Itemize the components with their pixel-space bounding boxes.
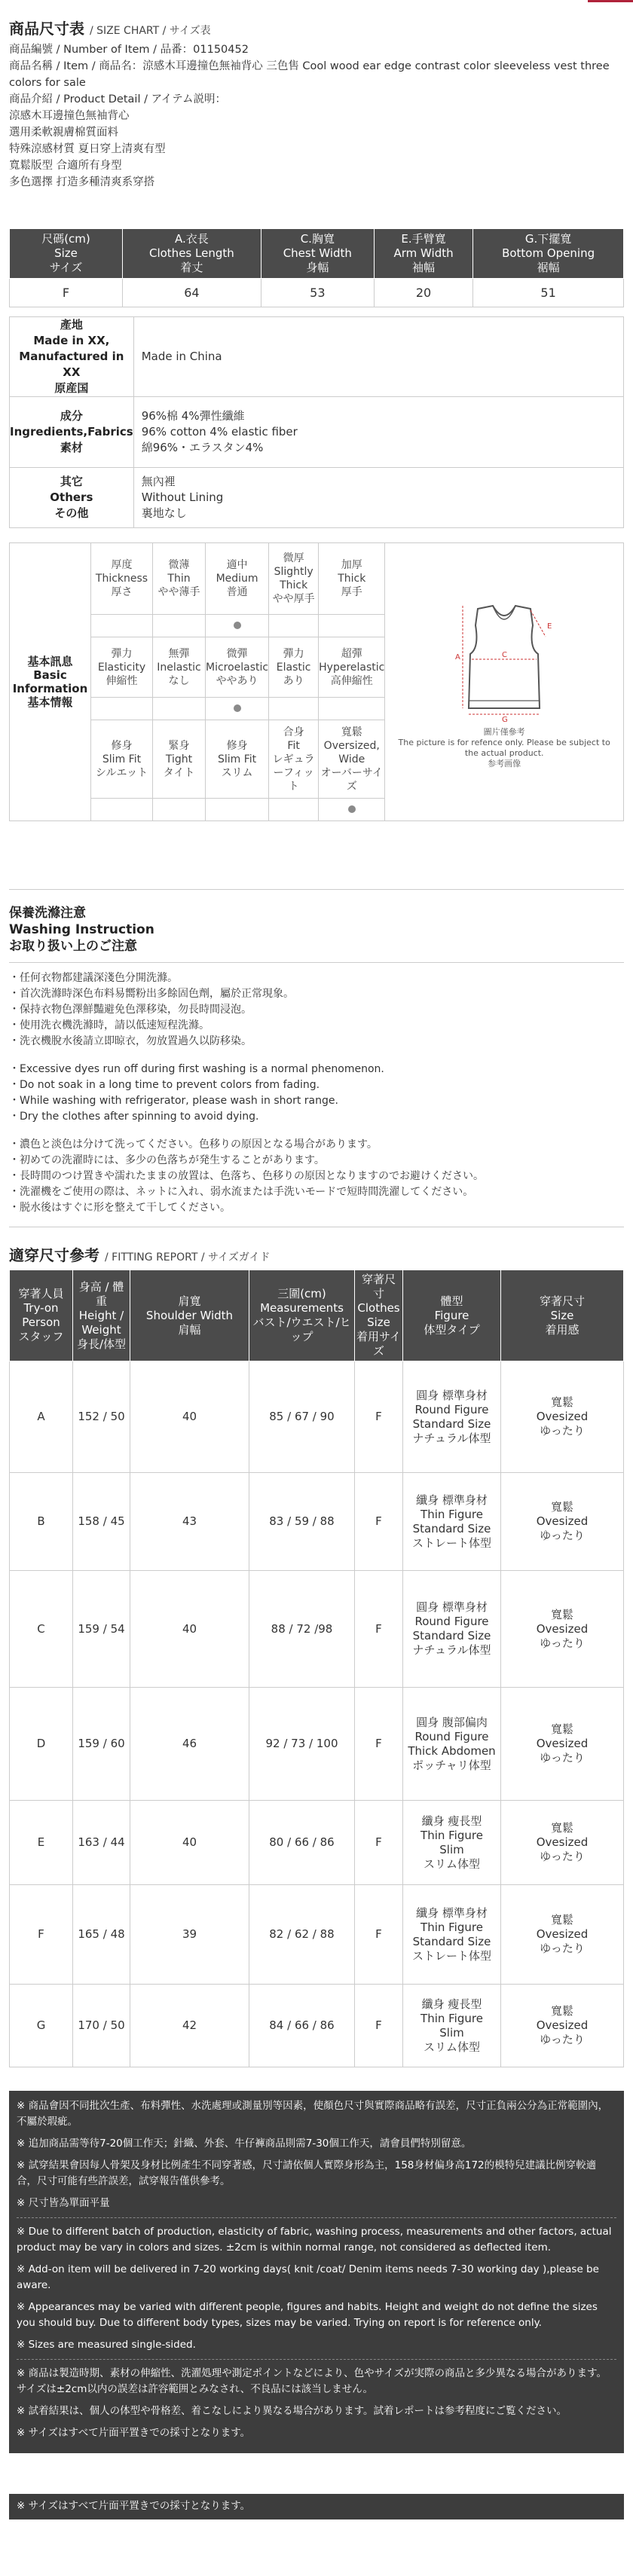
fit-feel-cell: 寬鬆 Ovesized ゆったり	[501, 1361, 624, 1473]
height-weight-cell: 152 / 50	[73, 1361, 130, 1473]
thickness-option: 微薄 Thin やや薄手	[153, 543, 206, 615]
wash-line: ・Do not soak in a long time to prevent colors from fading.	[9, 1079, 320, 1091]
wash-line: ・濃色と淡色は分けて洗ってください。色移りの原因となる場合があります。	[9, 1138, 378, 1150]
item-number: 商品編號 / Number of Item / 品番：01150452	[9, 44, 249, 56]
elasticity-option: 無彈 Inelastic なし	[153, 637, 206, 698]
table-row	[10, 1361, 624, 1473]
shoulder-cell: 40	[130, 1801, 249, 1885]
other-label: 其它 Others その他	[10, 468, 134, 528]
garment-diagram	[385, 543, 624, 821]
washing-instruction	[9, 889, 624, 1227]
origin-value: Made in China	[133, 317, 623, 397]
length-cell: 64	[123, 279, 261, 307]
arm-header: E.手臂寬 Arm Width 袖幅	[374, 229, 472, 279]
note-line: ※ Add-on item will be delivered in 7-20 working days( knit /coat/ Denim items needs 7-30 working day ),please be aware.	[17, 2263, 599, 2291]
detail-line: 涼感木耳邊撞色無袖背心	[9, 110, 130, 122]
figure-cell: 圓身 腹部偏肉 Round Figure Thick Abdomen ポッチャリ体型	[403, 1688, 501, 1801]
fit-header: 身高 / 體重 Height / Weight 身長/体型	[73, 1270, 130, 1361]
table-row	[10, 1571, 624, 1688]
measurements-cell: 85 / 67 / 90	[249, 1361, 355, 1473]
shoulder-cell: 39	[130, 1885, 249, 1985]
height-weight-cell: 163 / 44	[73, 1801, 130, 1885]
diagram-letter-g: G	[502, 715, 508, 723]
wash-title-en: Washing Instruction	[9, 922, 154, 937]
elasticity-label: 彈力 Elasticity 伸縮性	[91, 637, 153, 698]
note-line: ※ 試穿結果會因每人骨架及身材比例產生不同穿著感，尺寸請依個人實際身形為主，158身材偏身高172的模特兒建議比例穿較適合，尺寸可能有些許誤差，試穿報告僅供參考。	[17, 2159, 597, 2187]
clothes-size-cell: F	[355, 1473, 403, 1571]
diagram-letter-a: A	[455, 652, 461, 662]
clothes-size-cell: F	[355, 1801, 403, 1885]
fitting-report	[9, 1243, 624, 2067]
thickness-option: 加厚 Thick 厚手	[319, 543, 385, 615]
measurements-cell: 83 / 59 / 88	[249, 1473, 355, 1571]
note-line: ※ 商品は製造時期、素材の伸縮性、洗濯処理や測定ポイントなどにより、色やサイズが実際の商品と多少異なる場合があります。サイズは±2cm以内の誤差は許容範囲とみなされ、不良品には該当しません。	[17, 2367, 607, 2395]
vest-diagram-icon	[433, 595, 576, 723]
shoulder-cell: 40	[130, 1571, 249, 1688]
top-bar	[0, 0, 633, 2]
size-cell: F	[10, 279, 123, 307]
wash-line: ・長時間のつけ置きや濡れたままの放置は、色落ち、色移りの原因となりますのでお避けください。	[9, 1170, 484, 1182]
measurements-cell: 84 / 66 / 86	[249, 1985, 355, 2067]
other-value: 無內裡 Without Lining 裏地なし	[133, 468, 623, 528]
detail-line: 特殊涼感材質 夏日穿上清爽有型	[9, 143, 166, 155]
note-line: ※ Sizes are measured single-sided.	[17, 2339, 196, 2351]
fit-feel-cell: 寬鬆 Ovesized ゆったり	[501, 1885, 624, 1985]
arm-cell: 20	[374, 279, 472, 307]
person-cell: C	[10, 1571, 73, 1688]
wash-line: ・Dry the clothes after spinning to avoid dying.	[9, 1111, 259, 1123]
fitting-title: 適穿尺寸參考 / FITTING REPORT / サイズガイド	[9, 1246, 271, 1264]
figure-cell: 圓身 標準身材 Round Figure Standard Size ナチュラル体型	[403, 1361, 501, 1473]
clothes-size-cell: F	[355, 1571, 403, 1688]
fit-option: 寬鬆 Oversized, Wide オーバーサイズ	[319, 720, 385, 799]
fit-option: 修身 Slim Fit スリム	[206, 720, 269, 799]
wash-line: ・使用洗衣機洗滌時，請以低速短程洗滌。	[9, 1019, 209, 1031]
basic-info-table	[9, 542, 624, 821]
wash-line: ・保持衣物色澤鮮豔避免色澤移染，勿長時間浸泡。	[9, 1004, 252, 1016]
person-cell: D	[10, 1688, 73, 1801]
table-row	[10, 1985, 624, 2067]
fit-feel-cell: 寬鬆 Ovesized ゆったり	[501, 1688, 624, 1801]
wash-title-ja: お取り扱い上のご注意	[9, 939, 137, 954]
fit-header: 肩寬 Shoulder Width 肩幅	[130, 1270, 249, 1361]
fit-header: 體型 Figure 体型タイプ	[403, 1270, 501, 1361]
fit-feel-cell: 寬鬆 Ovesized ゆったり	[501, 1801, 624, 1885]
product-info	[9, 17, 624, 191]
chest-header: C.胸寬 Chest Width 身幅	[261, 229, 374, 279]
elasticity-option: 彈力 Elastic あり	[269, 637, 319, 698]
fit-option: 合身 Fit レギュラーフィット	[269, 720, 319, 799]
fit-feel-cell: 寬鬆 Ovesized ゆったり	[501, 1985, 624, 2067]
person-cell: E	[10, 1801, 73, 1885]
measurements-cell: 82 / 62 / 88	[249, 1885, 355, 1985]
composition-value: 96%棉 4%彈性纖維 96% cotton 4% elastic fiber 綿96%・エラスタン4%	[133, 397, 623, 468]
size-header: 尺碼(cm) Size サイズ	[10, 229, 123, 279]
wash-line: ・任何衣物都建議深淺色分開洗滌。	[9, 972, 178, 984]
fit-label: 修身 Slim Fit シルエット	[91, 720, 153, 799]
note-line: ※ 尺寸皆為單面平量	[17, 2197, 110, 2209]
selected-dot-icon	[348, 805, 356, 813]
notes-box	[9, 2091, 624, 2453]
table-row	[10, 1885, 624, 1985]
basic-info-label: 基本訊息 Basic Information 基本情報	[10, 543, 91, 821]
product-detail-heading: 商品介紹 / Product Detail / アイテム説明：	[9, 93, 227, 105]
bottom-header: G.下擺寬 Bottom Opening 裾幅	[473, 229, 624, 279]
detail-line: 選用柔軟親膚棉質面料	[9, 127, 118, 139]
height-weight-cell: 170 / 50	[73, 1985, 130, 2067]
shoulder-cell: 40	[130, 1361, 249, 1473]
wash-line: ・Excessive dyes run off during first washing is a normal phenomenon.	[9, 1063, 384, 1075]
wash-line: ・While washing with refrigerator, please wash in short range.	[9, 1095, 338, 1107]
figure-cell: 纖身 標準身材 Thin Figure Standard Size ストレート体型	[403, 1885, 501, 1985]
table-row	[10, 279, 624, 307]
fit-option: 緊身 Tight タイト	[153, 720, 206, 799]
selected-dot-icon	[234, 704, 241, 712]
person-cell: B	[10, 1473, 73, 1571]
size-table	[9, 228, 624, 307]
elasticity-option: 超彈 Hyperelastic 高伸縮性	[319, 637, 385, 698]
origin-label: 產地 Made in XX, Manufactured in XX 原産国	[10, 317, 134, 397]
note-line: ※ Appearances may be varied with different people, figures and habits. Height and weight do not define the sizes you should buy. Due to different body types, sizes may be varied. Trying on report is for reference only.	[17, 2301, 598, 2329]
shoulder-cell: 42	[130, 1985, 249, 2067]
note-line: ※ サイズはすべて片面平置きでの採寸となります。	[17, 2427, 251, 2439]
clothes-size-cell: F	[355, 1985, 403, 2067]
height-weight-cell: 165 / 48	[73, 1885, 130, 1985]
note-line: ※ 試着結果は、個人の体型や骨格差、着こなしにより異なる場合があります。試着レポートは参考程度にご覧ください。	[17, 2405, 567, 2417]
wash-line: ・首次洗滌時深色布料易嚮粉出多餘固色劑，屬於正常現象。	[9, 988, 294, 1000]
person-cell: A	[10, 1361, 73, 1473]
shoulder-cell: 46	[130, 1688, 249, 1801]
note-line: ※ Due to different batch of production, elasticity of fabric, washing process, measurements and other factors, actual product may be vary in colors and sizes. ±2cm is within normal range, not considered as deflected item.	[17, 2226, 612, 2254]
figure-cell: 纖身 瘦長型 Thin Figure Slim スリム体型	[403, 1985, 501, 2067]
fit-feel-cell: 寬鬆 Ovesized ゆったり	[501, 1473, 624, 1571]
material-table	[9, 316, 624, 528]
notes-footer	[9, 2494, 624, 2519]
item-name: 商品名稱 / Item / 商品名：涼感木耳邊撞色無袖背心 三色售 Cool wood ear edge contrast color sleeveless vest three colors for sale	[9, 60, 610, 89]
detail-line: 多色選擇 打造多種清爽系穿搭	[9, 176, 155, 188]
thickness-option: 微厚 Slightly Thick やや厚手	[269, 543, 319, 615]
length-header: A.衣長 Clothes Length 着丈	[123, 229, 261, 279]
selected-dot-icon	[234, 622, 241, 629]
fit-header: 三圍(cm) Measurements バスト/ウエスト/ヒップ	[249, 1270, 355, 1361]
wash-line: ・初めての洗濯時には、多少の色落ちが発生することがあります。	[9, 1154, 325, 1166]
measurements-cell: 80 / 66 / 86	[249, 1801, 355, 1885]
clothes-size-cell: F	[355, 1361, 403, 1473]
clothes-size-cell: F	[355, 1885, 403, 1985]
bottom-cell: 51	[473, 279, 624, 307]
measurements-cell: 88 / 72 /98	[249, 1571, 355, 1688]
diagram-letter-e: E	[547, 622, 552, 631]
table-row	[10, 1473, 624, 1571]
note-line: ※ 追加商品需等待7-20個工作天；針織、外套、牛仔褲商品則需7-30個工作天，請會員們特別留意。	[17, 2137, 472, 2150]
height-weight-cell: 159 / 60	[73, 1688, 130, 1801]
diagram-caption: 圖片僅參考 The picture is for refence only. Please be subject to the actual product. 参考画像	[398, 726, 610, 769]
measurements-cell: 92 / 73 / 100	[249, 1688, 355, 1801]
figure-cell: 圓身 標準身材 Round Figure Standard Size ナチュラル体型	[403, 1571, 501, 1688]
composition-label: 成分 Ingredients,Fabrics 素材	[10, 397, 134, 468]
wash-line: ・洗衣機脫水後請立即晾衣，勿放置過久以防移染。	[9, 1035, 252, 1047]
size-chart-title: 商品尺寸表 / SIZE CHART / サイズ表	[9, 20, 211, 38]
note-line: ※ サイズはすべて片面平置きでの採寸となります。	[17, 2500, 251, 2512]
figure-cell: 纖身 標準身材 Thin Figure Standard Size ストレート体型	[403, 1473, 501, 1571]
elasticity-option: 微彈 Microelastic ややあり	[206, 637, 269, 698]
detail-line: 寬鬆版型 合適所有身型	[9, 160, 122, 172]
top-accent-tab	[588, 0, 633, 2]
note-line: ※ 商品會因不同批次生產、布料彈性、水洗處理或測量別等因素，使顏色尺寸與實際商品略有誤差，尺寸正負兩公分為正常範圍內，不屬於瑕疵。	[17, 2100, 609, 2128]
table-row	[10, 1801, 624, 1885]
fit-header: 穿著人員 Try-on Person スタッフ	[10, 1270, 73, 1361]
thickness-label: 厚度 Thickness 厚さ	[91, 543, 153, 615]
height-weight-cell: 159 / 54	[73, 1571, 130, 1688]
wash-title-zh: 保養洗滌注意	[9, 906, 86, 921]
wash-line: ・脱水後はすぐに形を整えて干してください。	[9, 1202, 231, 1214]
fit-feel-cell: 寬鬆 Ovesized ゆったり	[501, 1571, 624, 1688]
chest-cell: 53	[261, 279, 374, 307]
fit-header: 穿著尺寸 Size 着用感	[501, 1270, 624, 1361]
table-row	[10, 1688, 624, 1801]
thickness-option: 適中 Medium 普通	[206, 543, 269, 615]
wash-line: ・洗濯機をご使用の際は、ネットに入れ、弱水流または手洗いモードで短時間洗濯してください。	[9, 1186, 474, 1198]
clothes-size-cell: F	[355, 1688, 403, 1801]
height-weight-cell: 158 / 45	[73, 1473, 130, 1571]
figure-cell: 纖身 瘦長型 Thin Figure Slim スリム体型	[403, 1801, 501, 1885]
shoulder-cell: 43	[130, 1473, 249, 1571]
person-cell: G	[10, 1985, 73, 2067]
person-cell: F	[10, 1885, 73, 1985]
fit-header: 穿著尺寸 Clothes Size 着用サイズ	[355, 1270, 403, 1361]
diagram-letter-c: C	[502, 650, 508, 659]
